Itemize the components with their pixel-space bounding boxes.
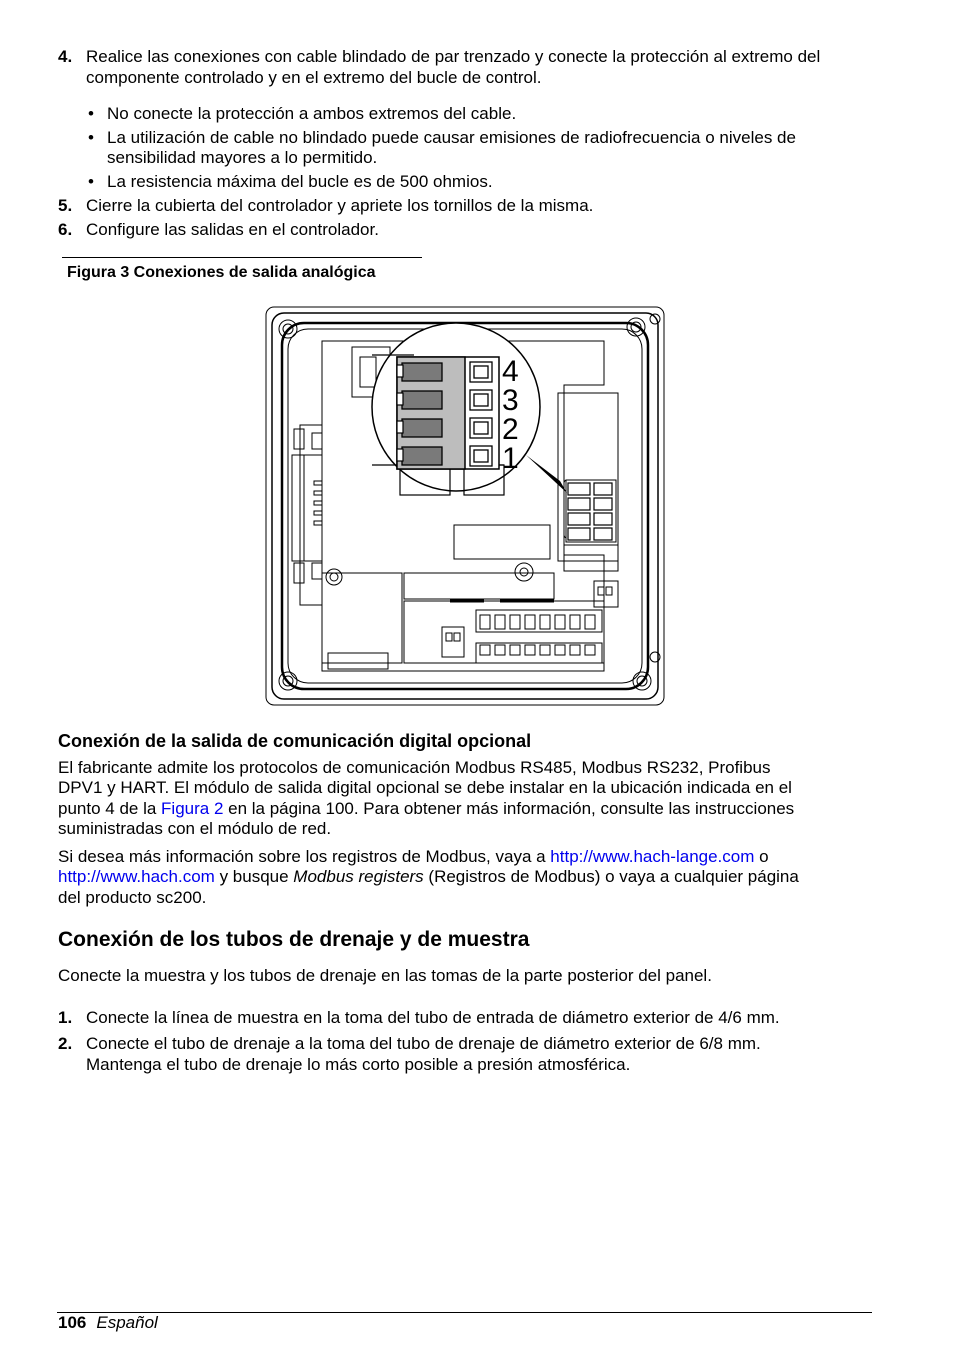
figure-caption: Figura 3 Conexiones de salida analógica bbox=[67, 264, 376, 281]
bullet-text: sensibilidad mayores a lo permitido. bbox=[107, 148, 378, 167]
step-number: 6. bbox=[58, 220, 73, 239]
page-footer bbox=[58, 1313, 158, 1333]
paragraph-line: Si desea más información sobre los registros de Modbus, vaya a http://www.hach-lange.com o bbox=[58, 847, 769, 866]
paragraph-line: Conecte la muestra y los tubos de drenaje en las tomas de la parte posterior del panel. bbox=[58, 966, 712, 985]
step-text: Cierre la cubierta del controlador y apriete los tornillos de la misma. bbox=[86, 196, 594, 215]
paragraph-line: DPV1 y HART. El módulo de salida digital opcional se debe instalar en la ubicación indicada en el bbox=[58, 778, 792, 797]
step-number: 1. bbox=[58, 1008, 73, 1027]
hach-link[interactable]: http://www.hach.com bbox=[58, 867, 215, 886]
controller-wiring-illustration bbox=[264, 305, 666, 707]
paragraph-line: http://www.hach.com y busque Modbus registers (Registros de Modbus) o vaya a cualquier página bbox=[58, 867, 799, 886]
step-text: Conecte la línea de muestra en la toma del tubo de entrada de diámetro exterior de 4/6 mm. bbox=[86, 1008, 780, 1027]
callout-label: 2 bbox=[502, 413, 519, 446]
bullet-symbol: • bbox=[88, 172, 94, 191]
bullet-symbol: • bbox=[88, 104, 94, 123]
paragraph-line: suministradas con el módulo de red. bbox=[58, 819, 332, 838]
hach-lange-link[interactable]: http://www.hach-lange.com bbox=[550, 847, 755, 866]
paragraph-line: El fabricante admite los protocolos de comunicación Modbus RS485, Modbus RS232, Profibus bbox=[58, 758, 771, 777]
step-text: componente controlado y en el extremo del bucle de control. bbox=[86, 68, 542, 87]
language-label: Español bbox=[96, 1313, 158, 1332]
page-number: 106 bbox=[58, 1313, 87, 1332]
step-number: 2. bbox=[58, 1034, 73, 1053]
step-text: Conecte el tubo de drenaje a la toma del tubo de drenaje de diámetro exterior de 6/8 mm. bbox=[86, 1034, 761, 1053]
figure-2-link[interactable]: Figura 2 bbox=[161, 799, 224, 818]
terminal-zoom-callout bbox=[372, 323, 567, 495]
paragraph-line: del producto sc200. bbox=[58, 888, 207, 907]
section-subheading: Conexión de la salida de comunicación digital opcional bbox=[58, 731, 532, 751]
step-text: Realice las conexiones con cable blindado de par trenzado y conecte la protección al extremo del bbox=[86, 47, 821, 66]
bullet-text: La resistencia máxima del bucle es de 500 ohmios. bbox=[107, 172, 493, 191]
step-text: Mantenga el tubo de drenaje lo más corto posible a presión atmosférica. bbox=[86, 1055, 631, 1074]
bullet-text: La utilización de cable no blindado puede causar emisiones de radiofrecuencia o niveles de bbox=[107, 128, 796, 147]
paragraph-line: punto 4 de la Figura 2 en la página 100. Para obtener más información, consulte las instrucciones bbox=[58, 799, 795, 818]
step-number: 4. bbox=[58, 47, 73, 66]
callout-label: 1 bbox=[502, 442, 519, 475]
footer-rule bbox=[57, 1312, 872, 1313]
step-text: Configure las salidas en el controlador. bbox=[86, 220, 379, 239]
step-number: 5. bbox=[58, 196, 73, 215]
bullet-symbol: • bbox=[88, 128, 94, 147]
callout-label: 3 bbox=[502, 384, 519, 417]
callout-label: 4 bbox=[502, 355, 519, 388]
caption-rule bbox=[62, 257, 422, 258]
bullet-text: No conecte la protección a ambos extremos del cable. bbox=[107, 104, 517, 123]
section-heading: Conexión de los tubos de drenaje y de muestra bbox=[58, 928, 530, 951]
